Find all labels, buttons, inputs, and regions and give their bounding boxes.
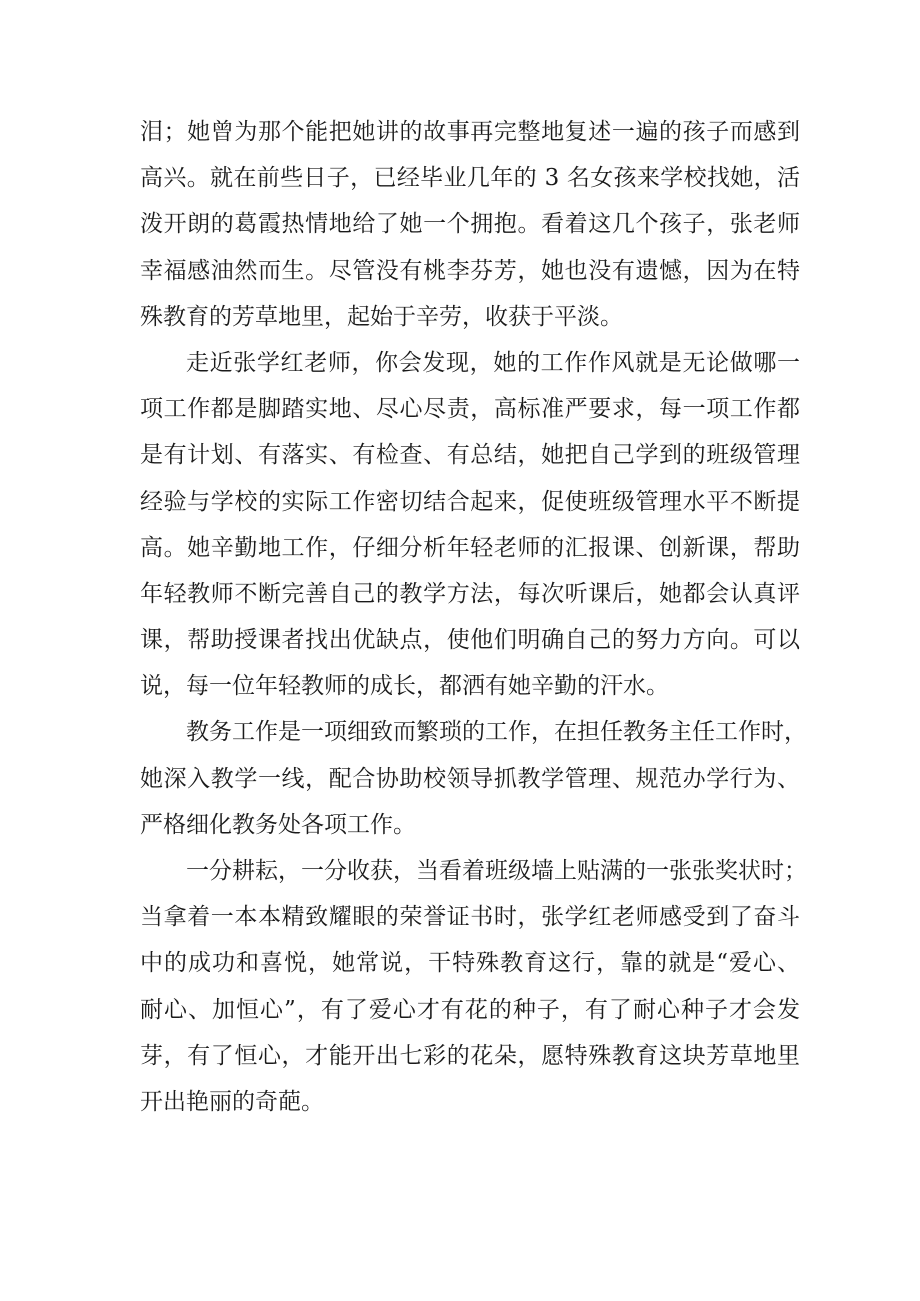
text-line: 开出艳丽的奇葩。 (140, 1088, 324, 1115)
text-line: 严格细化教务处各项工作。 (140, 811, 416, 838)
paragraph (140, 109, 800, 340)
text-line: 泪；她曾为那个能把她讲的故事再完整地复述一遍的孩子而感到 (140, 119, 800, 145)
text-line: 是有计划、有落实、有检查、有总结，她把自己学到的班级管理 (140, 442, 800, 469)
paragraph (140, 709, 807, 848)
text-line: 项工作都是脚踏实地、尽心尽责，高标准严要求，每一项工作都 (140, 396, 800, 423)
text-line: 泼开朗的葛霞热情地给了她一个拥抱。看着这几个孩子，张老师 (140, 211, 800, 238)
article-body (140, 109, 807, 1125)
text-line: 当拿着一本本精致耀眼的荣誉证书时，张学红老师感受到了奋斗 (140, 904, 800, 931)
text-line: 殊教育的芳草地里，起始于辛劳，收获于平淡。 (140, 303, 623, 330)
paragraph (140, 848, 807, 1125)
text-line: 中的成功和喜悦，她常说，干特殊教育这行，靠的就是“爱心、 (140, 950, 800, 977)
paragraph (140, 340, 800, 710)
text-line: 芽，有了恒心，才能开出七彩的花朵，愿特殊教育这块芳草地里 (140, 1042, 800, 1069)
text-line: 经验与学校的实际工作密切结合起来，促使班级管理水平不断提 (140, 488, 800, 515)
text-line: 她深入教学一线，配合协助校领导抓教学管理、规范办学行为、 (140, 765, 800, 792)
text-line: 一分耕耘，一分收获，当看着班级墙上贴满的一张张奖状时； (186, 858, 807, 884)
text-line: 走近张学红老师，你会发现，她的工作作风就是无论做哪一 (186, 349, 800, 376)
text-line: 高。她辛勤地工作，仔细分析年轻老师的汇报课、创新课，帮助 (140, 534, 800, 561)
text-line: 幸福感油然而生。尽管没有桃李芬芳，她也没有遗憾，因为在特 (140, 257, 800, 284)
text-line: 年轻教师不断完善自己的教学方法，每次听课后，她都会认真评 (140, 580, 800, 607)
text-line: 耐心、加恒心”，有了爱心才有花的种子，有了耐心种子才会发 (140, 996, 800, 1023)
text-line: 课，帮助授课者找出优缺点，使他们明确自己的努力方向。可以 (140, 627, 800, 654)
text-line: 高兴。就在前些日子，已经毕业几年的 3 名女孩来学校找她，活 (140, 165, 800, 192)
text-line: 说，每一位年轻教师的成长，都洒有她辛勤的汗水。 (140, 673, 669, 700)
text-line: 教务工作是一项细致而繁琐的工作，在担任教务主任工作时， (186, 719, 807, 746)
